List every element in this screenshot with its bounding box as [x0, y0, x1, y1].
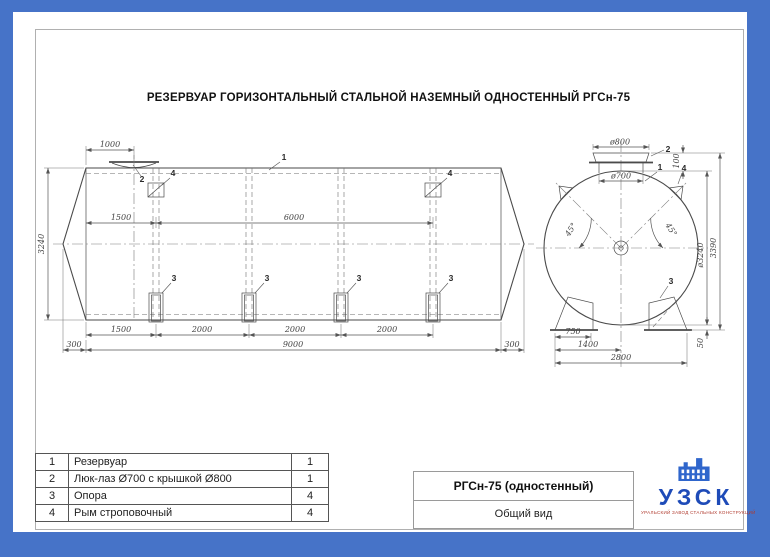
dim-bottom-2000a: 2000 [191, 325, 213, 334]
title-block [413, 471, 634, 529]
part-label-2-end: 2 [665, 144, 671, 154]
dim-bottom-2000c: 2000 [376, 325, 398, 334]
dim-300-left: 300 [66, 340, 82, 349]
dim-1000: 1000 [99, 140, 121, 149]
dim-d3240: ø3240 [696, 242, 705, 268]
technical-drawing [31, 115, 741, 375]
end-dimensions [555, 138, 725, 368]
side-view [37, 140, 534, 353]
dim-300-right: 300 [504, 340, 520, 349]
dim-6000: 6000 [283, 213, 305, 222]
part-label-4a: 4 [170, 168, 176, 178]
dim-3240: 3240 [37, 233, 46, 255]
table-row [36, 454, 329, 471]
end-view [536, 138, 725, 368]
view-name: Общий вид [494, 508, 553, 520]
logo-subtitle: УРАЛЬСКИЙ ЗАВОД СТАЛЬНЫХ КОНСТРУКЦИЙ [641, 510, 756, 515]
angle-45-left: 45° [563, 221, 579, 239]
angle-45-right: 45° [663, 221, 679, 239]
dim-50: 50 [696, 337, 705, 349]
dim-d700: ø700 [610, 171, 632, 181]
dim-3390: 3390 [709, 237, 718, 259]
drawing-sheet [13, 12, 756, 532]
dim-2800: 2800 [610, 353, 632, 362]
part-qty: 4 [292, 505, 329, 522]
part-number: 3 [36, 488, 69, 505]
part-label-2: 2 [139, 174, 145, 184]
lifting-lugs-side [148, 183, 441, 197]
part-name: Люк-лаз Ø700 с крышкой Ø800 [69, 471, 292, 488]
part-label-4b: 4 [447, 168, 453, 178]
dim-bottom-2000b: 2000 [284, 325, 306, 334]
side-part-labels [133, 152, 454, 293]
part-number: 4 [36, 505, 69, 522]
table-row [36, 505, 329, 522]
part-label-3-end: 3 [668, 276, 674, 286]
part-label-1: 1 [281, 152, 287, 162]
dim-9000: 9000 [282, 340, 304, 349]
dim-d800: ø800 [609, 137, 631, 147]
part-name: Резервуар [69, 454, 292, 471]
part-qty: 4 [292, 488, 329, 505]
part-number: 1 [36, 454, 69, 471]
parts-table [35, 453, 329, 522]
tank-outline [53, 168, 534, 320]
table-row [36, 471, 329, 488]
supports-side [149, 293, 440, 322]
logo-text: УЗСК [658, 484, 734, 510]
part-label-3d: 3 [448, 273, 454, 283]
part-name: Опора [69, 488, 292, 505]
part-label-3a: 3 [171, 273, 177, 283]
part-qty: 1 [292, 454, 329, 471]
part-label-4-end: 4 [681, 163, 687, 173]
factory-icon [675, 454, 713, 481]
part-qty: 1 [292, 471, 329, 488]
product-name: РГСн-75 (одностенный) [414, 472, 633, 501]
drawing-title: РЕЗЕРВУАР ГОРИЗОНТАЛЬНЫЙ СТАЛЬНОЙ НАЗЕМНЫЙ ОДНОСТЕННЫЙ РГСн-75 [146, 92, 631, 104]
company-logo [641, 454, 756, 515]
table-row [36, 488, 329, 505]
part-label-1-end: 1 [657, 162, 663, 172]
dim-1400: 1400 [577, 340, 599, 349]
part-name: Рым строповочный [69, 505, 292, 522]
part-number: 2 [36, 471, 69, 488]
dim-bottom-1500: 1500 [110, 325, 132, 334]
dim-750: 750 [565, 327, 581, 336]
part-label-3c: 3 [356, 273, 362, 283]
part-label-3b: 3 [264, 273, 270, 283]
dim-100: 100 [672, 153, 681, 169]
dim-1500-mid: 1500 [110, 213, 132, 222]
